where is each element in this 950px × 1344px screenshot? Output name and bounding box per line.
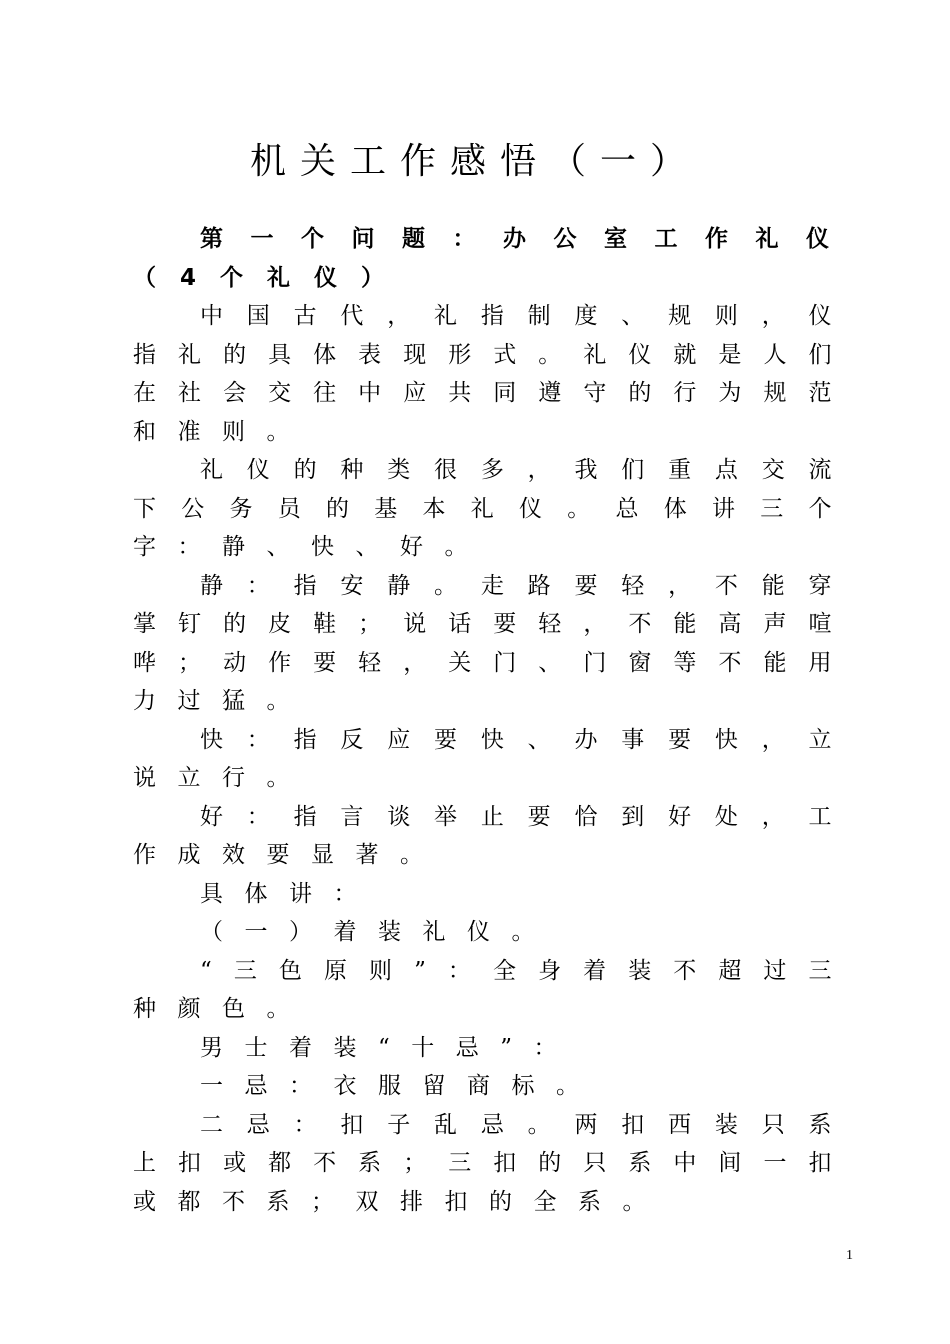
document-body — [133, 220, 853, 1221]
section-heading: 第一个问题：办公室工作礼仪（4个礼仪） — [133, 226, 853, 291]
paragraph: 二忌：扣子乱忌。两扣西装只系上扣或都不系；三扣的只系中间一扣或都不系；双排扣的全系。 — [133, 1111, 853, 1215]
subheading: （一）着装礼仪。 — [200, 919, 556, 945]
paragraph: 静：指安静。走路要轻，不能穿掌钉的皮鞋；说话要轻，不能高声喧哗；动作要轻，关门、门窗等不能用力过猛。 — [133, 572, 853, 714]
paragraph: “三色原则”：全身着装不超过三种颜色。 — [133, 957, 853, 1022]
paragraph: 一忌：衣服留商标。 — [200, 1073, 601, 1099]
document-title: 机关工作感悟（一） — [249, 141, 700, 182]
page-number: 1 — [846, 1248, 853, 1263]
paragraph: 男士着装“十忌”： — [200, 1034, 579, 1061]
paragraph: 中国古代，礼指制度、规则，仪指礼的具体表现形式。礼仪就是人们在社会交往中应共同遵守的行为规范和准则。 — [133, 303, 853, 445]
paragraph: 礼仪的种类很多，我们重点交流下公务员的基本礼仪。总体讲三个字：静、快、好。 — [133, 457, 853, 560]
paragraph: 好：指言谈举止要恰到好处，工作成效要显著。 — [133, 803, 853, 868]
paragraph: 具体讲： — [200, 880, 378, 907]
paragraph: 快：指反应要快、办事要快，立说立行。 — [133, 726, 853, 791]
